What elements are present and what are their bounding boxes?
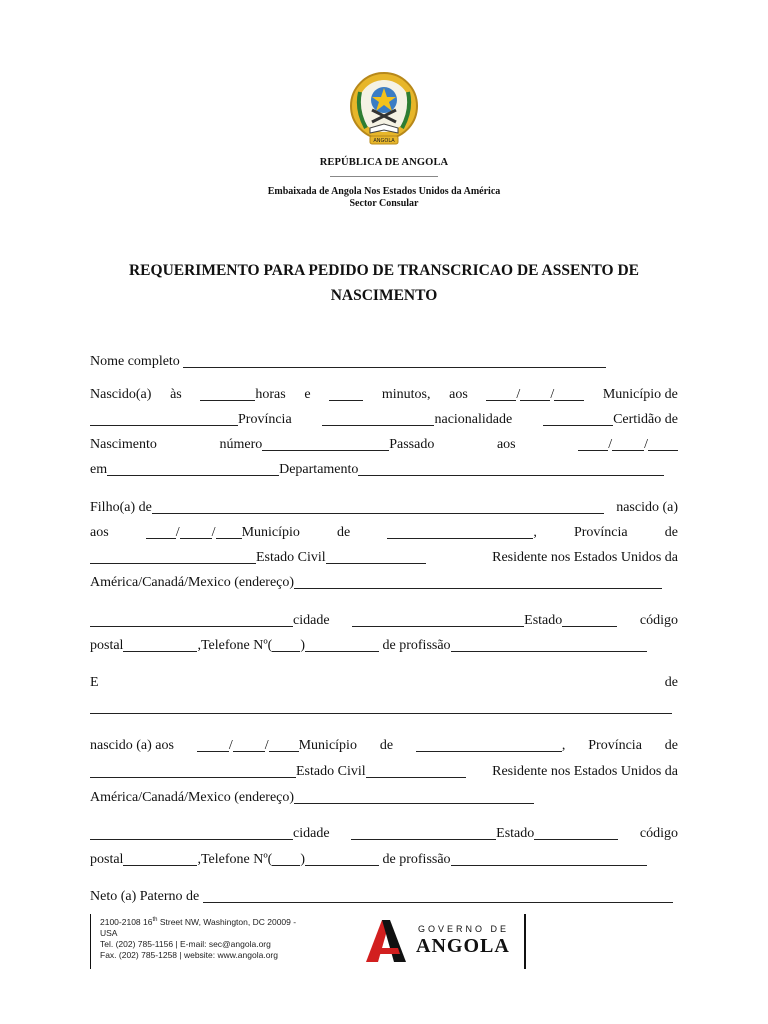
- label-estado-civil-2: Estado Civil: [296, 764, 366, 779]
- form-line-nome: [90, 350, 678, 370]
- field-numero-certidao[interactable]: [262, 436, 389, 451]
- field-provincia-filho[interactable]: [90, 549, 256, 564]
- field-mes-filho[interactable]: [180, 524, 212, 539]
- label-de-profissao-2: de profissão: [382, 852, 451, 867]
- field-dia-filho[interactable]: [146, 524, 176, 539]
- label-municipio: Município: [241, 525, 300, 540]
- field-nome-completo[interactable]: [183, 353, 606, 368]
- document-title: [90, 258, 678, 308]
- form-line-neto: [90, 885, 678, 905]
- logo-angola: ANGOLA: [416, 935, 510, 957]
- form-line-filho-4: [90, 571, 678, 591]
- field-profissao[interactable]: [451, 637, 647, 652]
- date-separator: /: [264, 738, 269, 753]
- label-filho-de: Filho(a) de: [90, 500, 152, 515]
- label-municipio-de: Município de: [602, 387, 678, 402]
- field-cidade-mae[interactable]: [351, 825, 496, 840]
- field-codigo-postal[interactable]: [123, 637, 197, 652]
- date-separator: /: [228, 738, 233, 753]
- label-close-paren-2: ): [300, 852, 306, 867]
- label-municipio-2: Município: [298, 738, 357, 753]
- field-endereco-mae-2[interactable]: [90, 825, 293, 840]
- label-nacionalidade: nacionalidade: [434, 412, 513, 427]
- label-departamento: Departamento: [279, 462, 359, 477]
- title-line-2: NASCIMENTO: [330, 287, 438, 304]
- separator: ,: [561, 738, 566, 753]
- label-neto-paterno: Neto (a) Paterno de: [90, 889, 200, 904]
- form-line-filho-2: [90, 521, 678, 541]
- label-aos: aos: [449, 387, 468, 402]
- date-separator: /: [516, 387, 521, 402]
- form-line-filho-5: [90, 609, 678, 629]
- form-line-nascido-1: [90, 383, 678, 403]
- field-telefone-codigo[interactable]: [272, 637, 300, 652]
- field-dia[interactable]: [486, 386, 516, 401]
- label-telefone-2: ,Telefone Nº(: [197, 852, 273, 867]
- field-provincia-mae[interactable]: [90, 763, 296, 778]
- label-cidade: cidade: [293, 613, 330, 628]
- form-line-e-7: [90, 848, 678, 868]
- field-ano-passado[interactable]: [648, 436, 678, 451]
- field-neto-paterno[interactable]: [203, 888, 673, 903]
- form-line-nascido-4: [90, 458, 678, 478]
- label-residente: Residente nos Estados Unidos da: [492, 550, 678, 565]
- date-separator: /: [211, 525, 216, 540]
- form-line-e-6: [90, 822, 678, 842]
- field-dia-passado[interactable]: [578, 436, 608, 451]
- field-ano[interactable]: [554, 386, 584, 401]
- form-line-e-1: [90, 671, 678, 691]
- field-nacionalidade[interactable]: [543, 411, 613, 426]
- field-minutos[interactable]: [329, 386, 363, 401]
- form-line-e-5: [90, 786, 678, 806]
- footer-divider-right: [524, 914, 526, 969]
- label-minutos: minutos,: [381, 387, 431, 402]
- form-line-nascido-2: [90, 408, 678, 428]
- label-de-3: de: [664, 675, 678, 690]
- form-line-nascido-3: [90, 433, 678, 453]
- field-departamento[interactable]: [358, 461, 664, 476]
- label-codigo-2: código: [639, 826, 678, 841]
- field-mes[interactable]: [520, 386, 550, 401]
- field-telefone-mae[interactable]: [305, 851, 379, 866]
- label-postal-2: postal: [90, 852, 124, 867]
- label-nascido-a-aos: nascido (a) aos: [90, 738, 174, 753]
- country-heading: REPÚBLICA DE ANGOLA: [319, 157, 449, 168]
- label-provincia: Província: [238, 412, 292, 427]
- label-nome-completo: Nome completo: [90, 354, 180, 369]
- field-municipio[interactable]: [90, 411, 238, 426]
- label-E: E: [90, 675, 99, 690]
- label-estado-civil: Estado Civil: [256, 550, 326, 565]
- label-aos-3: aos: [90, 525, 109, 540]
- label-nascido: Nascido(a): [90, 387, 152, 402]
- form-line-e-3: [90, 734, 678, 754]
- consular-sector: Sector Consular: [349, 198, 419, 209]
- field-dia-mae[interactable]: [197, 737, 229, 752]
- form-line-filho-1: [90, 496, 678, 516]
- date-separator: /: [608, 437, 613, 452]
- field-municipio-filho[interactable]: [387, 524, 533, 539]
- label-residente-2: Residente nos Estados Unidos da: [492, 764, 678, 779]
- field-horas[interactable]: [200, 386, 255, 401]
- field-profissao-mae[interactable]: [451, 851, 647, 866]
- logo-governo-de: GOVERNO DE: [418, 924, 510, 934]
- label-cidade-2: cidade: [293, 826, 330, 841]
- footer-address: [100, 915, 330, 928]
- field-endereco-mae[interactable]: [294, 789, 534, 804]
- field-em[interactable]: [107, 461, 279, 476]
- date-separator: /: [175, 525, 180, 540]
- label-nascimento: Nascimento: [90, 437, 157, 452]
- form-line-filho-3: [90, 546, 678, 566]
- label-horas: horas: [255, 387, 286, 402]
- label-telefone: ,Telefone Nº(: [197, 638, 273, 653]
- form-line-e-2: [90, 696, 678, 716]
- field-telefone-codigo-mae[interactable]: [272, 851, 300, 866]
- label-nascido-a: nascido (a): [616, 500, 678, 515]
- field-mes-mae[interactable]: [233, 737, 265, 752]
- form-line-filho-6: [90, 634, 678, 654]
- embassy-heading: [0, 186, 768, 210]
- address-number: 2100-2108 16: [100, 916, 153, 927]
- label-em: em: [90, 462, 108, 477]
- form-line-e-4: [90, 760, 678, 780]
- label-de-2: de: [664, 525, 678, 540]
- label-close-paren: ): [300, 638, 306, 653]
- field-municipio-mae[interactable]: [416, 737, 562, 752]
- label-provincia-3: Província: [588, 738, 642, 753]
- label-de-4: de: [379, 738, 394, 753]
- label-numero: número: [219, 437, 263, 452]
- label-estado: Estado: [524, 613, 563, 628]
- label-estado-2: Estado: [496, 826, 535, 841]
- address-street: Street NW, Washington, DC 20009 -: [157, 916, 297, 927]
- label-america-endereco-2: América/Canadá/Mexico (endereço): [90, 790, 295, 805]
- address-sup: th: [152, 917, 158, 923]
- field-estado-civil[interactable]: [326, 549, 426, 564]
- field-ano-filho[interactable]: [216, 524, 242, 539]
- title-line-1: REQUERIMENTO PARA PEDIDO DE TRANSCRICAO DE ASSENTO DE: [128, 262, 640, 279]
- separator: ,: [533, 525, 537, 540]
- governo-angola-logo-icon: [364, 914, 408, 964]
- footer-fax: Fax. (202) 785-1258 | website: www.angola.org: [100, 949, 278, 960]
- footer-contact: [100, 915, 330, 961]
- field-endereco-2[interactable]: [90, 612, 293, 627]
- footer-divider-left: [90, 914, 91, 969]
- field-estado-mae[interactable]: [534, 825, 618, 840]
- label-certidao-de: Certidão de: [613, 412, 678, 427]
- field-estado[interactable]: [562, 612, 617, 627]
- label-as: às: [170, 387, 182, 402]
- label-provincia-2: Província: [573, 525, 628, 540]
- field-filho-de[interactable]: [152, 499, 604, 514]
- field-cidade[interactable]: [352, 612, 524, 627]
- field-mes-passado[interactable]: [612, 436, 644, 451]
- field-ano-mae[interactable]: [269, 737, 299, 752]
- date-separator: /: [644, 437, 648, 452]
- header-divider: [330, 176, 438, 177]
- label-postal: postal: [90, 638, 124, 653]
- label-de-profissao: de profissão: [382, 638, 451, 653]
- field-estado-civil-mae[interactable]: [366, 763, 466, 778]
- date-separator: /: [550, 387, 555, 402]
- field-telefone[interactable]: [305, 637, 379, 652]
- label-e: e: [304, 387, 311, 402]
- footer-country: USA: [100, 927, 118, 938]
- field-e-de[interactable]: [90, 699, 672, 714]
- angola-coat-of-arms-icon: [348, 70, 420, 152]
- field-endereco[interactable]: [294, 574, 662, 589]
- field-provincia[interactable]: [322, 411, 434, 426]
- label-passado: Passado: [389, 437, 435, 452]
- emblem-ribbon-text: ANGOLA: [373, 138, 395, 144]
- field-codigo-postal-mae[interactable]: [123, 851, 197, 866]
- label-america-endereco: América/Canadá/Mexico (endereço): [90, 575, 295, 590]
- footer-phone: Tel. (202) 785-1156 | E-mail: sec@angola.org: [100, 938, 271, 949]
- label-codigo: código: [639, 613, 678, 628]
- label-de-5: de: [664, 738, 678, 753]
- label-de: de: [337, 525, 351, 540]
- embassy-name: Embaixada de Angola Nos Estados Unidos da América: [267, 186, 501, 197]
- label-aos-2: aos: [496, 437, 516, 452]
